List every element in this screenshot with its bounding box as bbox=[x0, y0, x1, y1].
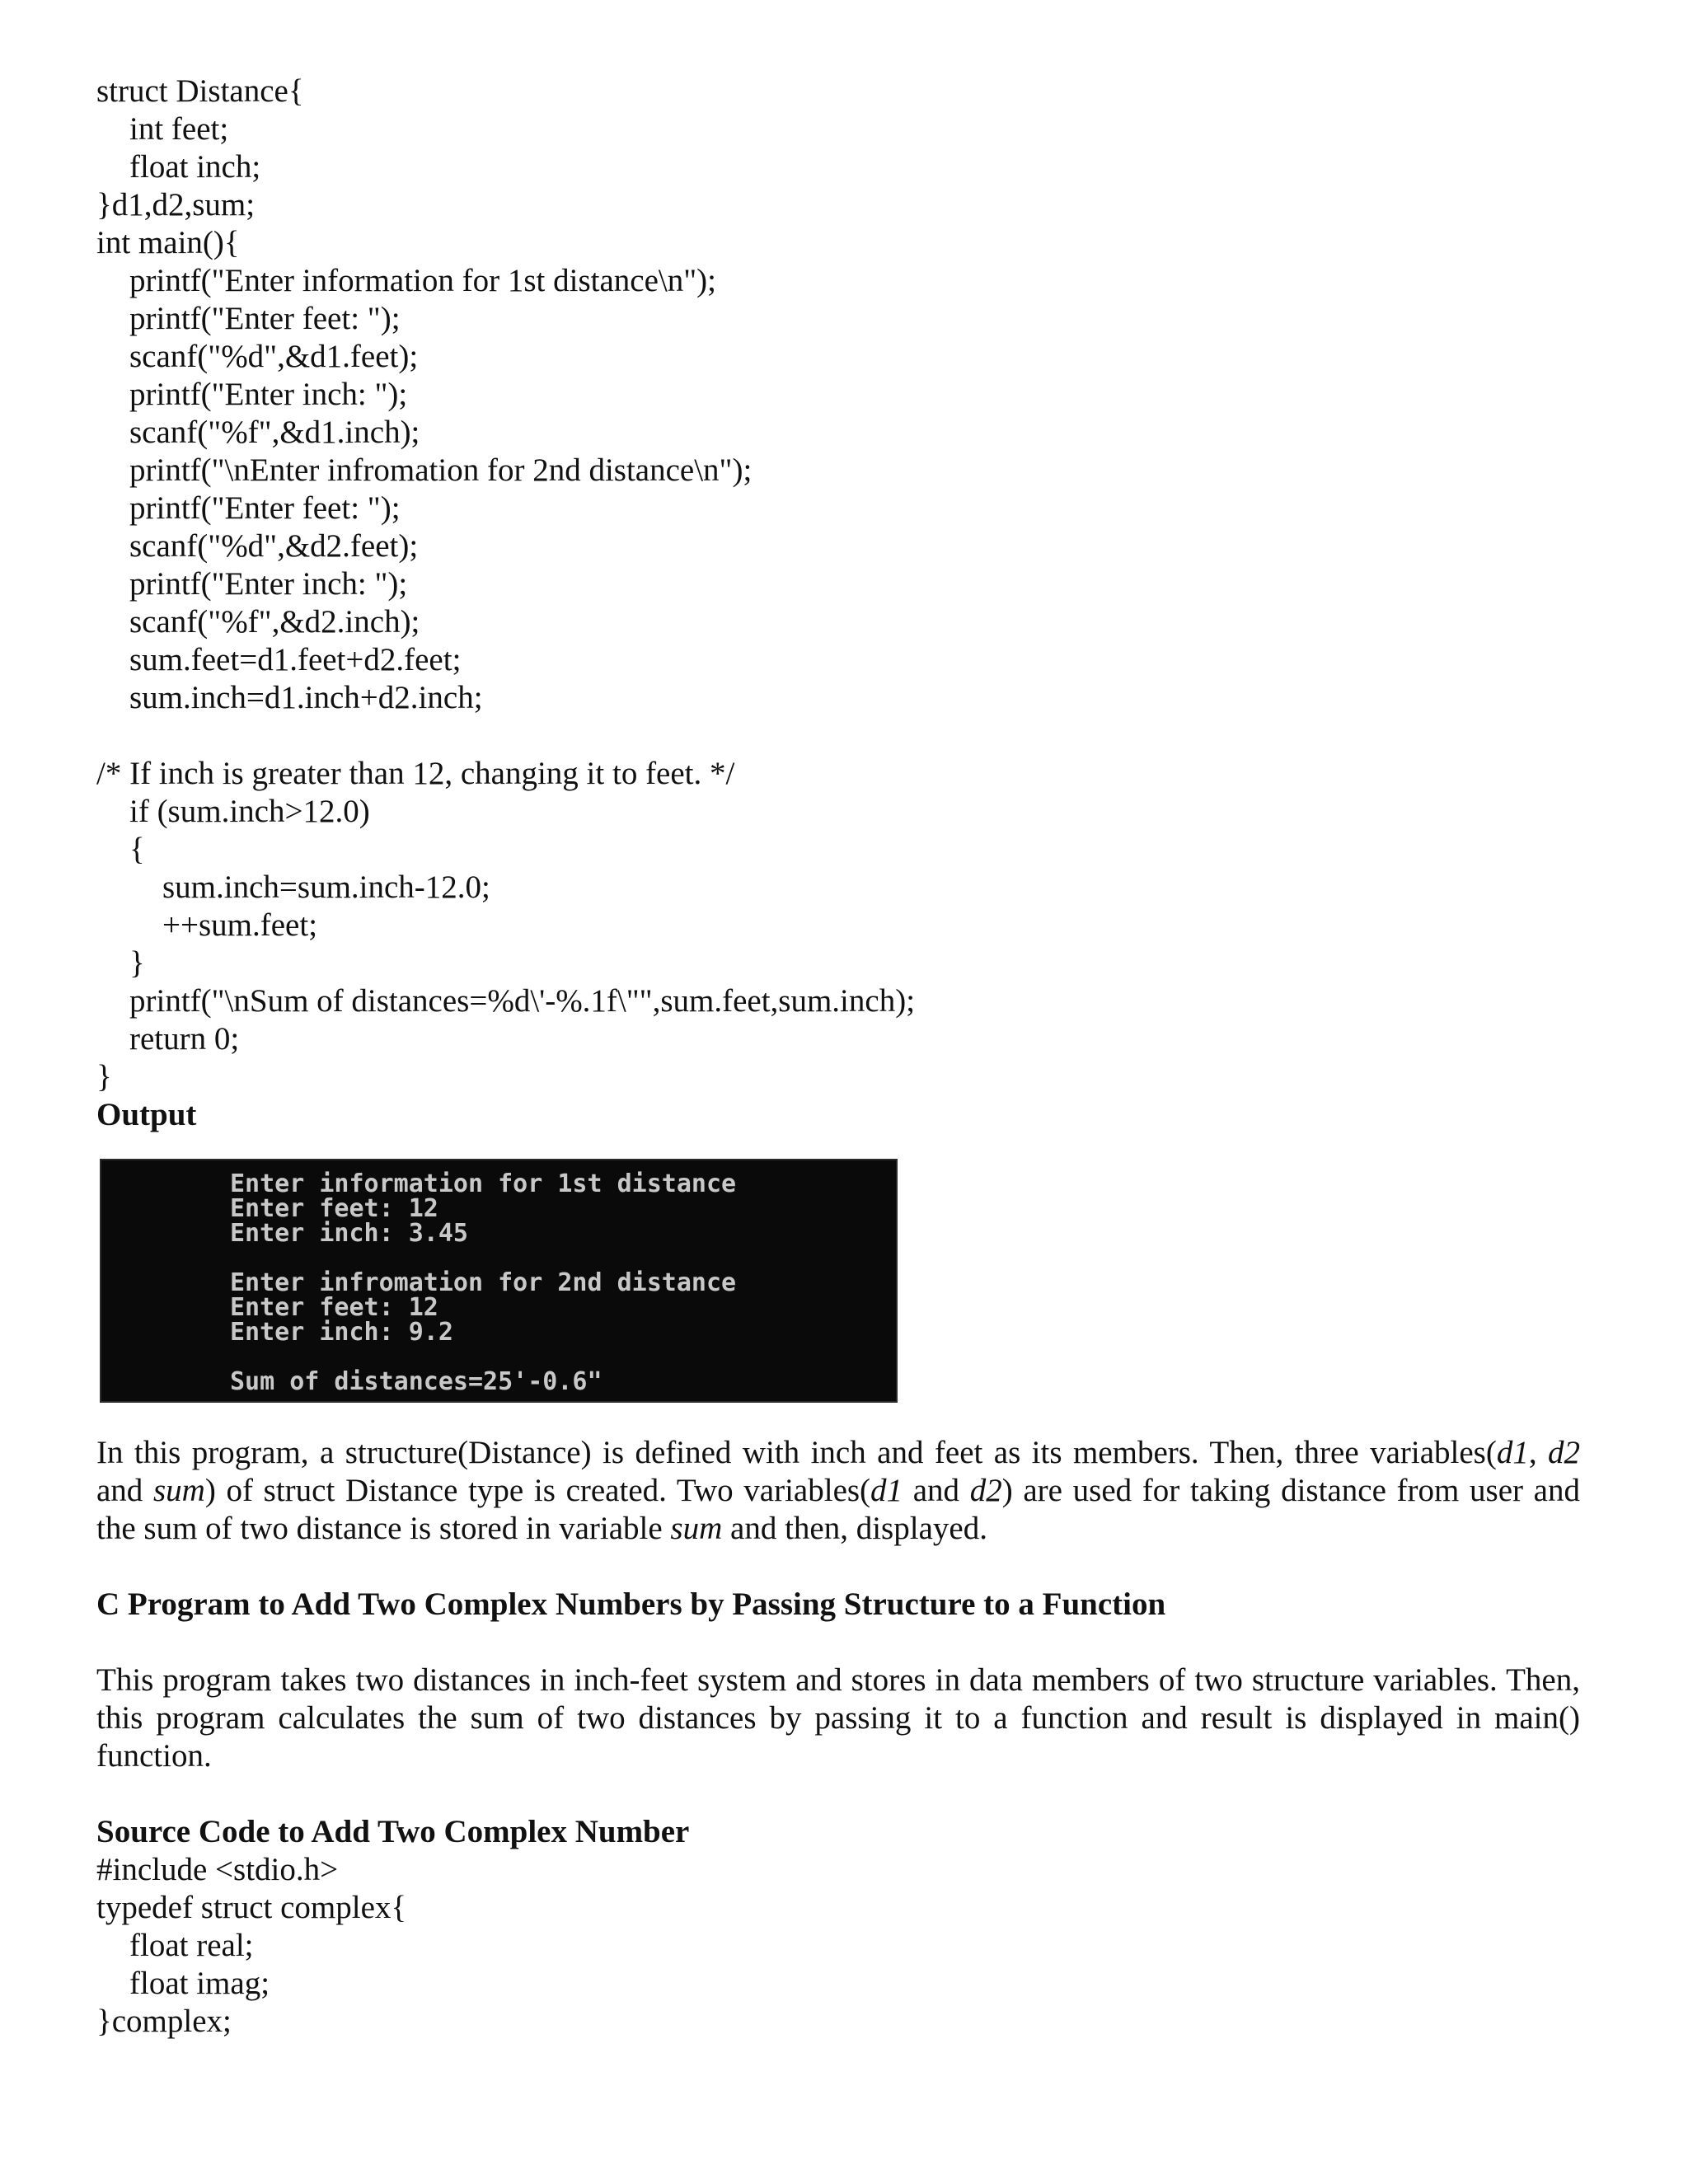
blank-line bbox=[96, 717, 1580, 755]
code-block-complex bbox=[96, 1851, 1580, 2041]
code-line: typedef struct complex{ bbox=[96, 1890, 407, 1925]
code-line: if (sum.inch>12.0) bbox=[129, 794, 370, 829]
explanation-paragraph: In this program, a structure(Distance) is defined with inch and feet as its members. Then, three variables(d1, d2 and sum) of struct Distance type is created. Two variables(d1 and d2) are used for taking distance from user and the sum of two distance is stored in variable sum and then, displayed. bbox=[96, 1435, 1581, 1546]
code-line: sum.feet=d1.feet+d2.feet; bbox=[129, 642, 462, 677]
code-line: #include <stdio.h> bbox=[96, 1852, 339, 1887]
code-block-distance bbox=[96, 73, 1580, 1096]
source-code-heading: Source Code to Add Two Complex Number bbox=[96, 1814, 690, 1849]
code-line: { bbox=[129, 832, 145, 867]
code-line: float imag; bbox=[129, 1966, 270, 2001]
code-line: }d1,d2,sum; bbox=[96, 187, 256, 223]
code-line: printf("Enter inch: "); bbox=[129, 566, 408, 602]
code-line: ++sum.feet; bbox=[162, 907, 318, 943]
terminal-blank-line bbox=[230, 1345, 896, 1370]
terminal-line: Enter inch: 9.2 bbox=[230, 1318, 453, 1347]
code-line: printf("Enter inch: "); bbox=[129, 377, 408, 412]
section-heading: C Program to Add Two Complex Numbers by Passing Structure to a Function bbox=[96, 1586, 1166, 1622]
code-line: scanf("%f",&d2.inch); bbox=[129, 604, 420, 640]
code-line: }complex; bbox=[96, 2004, 232, 2039]
code-line: printf("Enter feet: "); bbox=[129, 490, 401, 526]
code-line: int feet; bbox=[129, 111, 229, 147]
terminal-line: Enter feet: 12 bbox=[230, 1293, 438, 1322]
code-line: struct Distance{ bbox=[96, 73, 304, 109]
terminal-line: Sum of distances=25'-0.6" bbox=[230, 1367, 603, 1396]
code-line: return 0; bbox=[129, 1021, 240, 1057]
code-line: sum.inch=sum.inch-12.0; bbox=[162, 869, 490, 905]
code-line: int main(){ bbox=[96, 225, 240, 260]
code-line: printf("Enter information for 1st distance\n"); bbox=[129, 263, 716, 298]
terminal-line: Enter inch: 3.45 bbox=[230, 1219, 468, 1248]
terminal-line: Enter infromation for 2nd distance bbox=[230, 1268, 737, 1297]
code-line: scanf("%d",&d2.feet); bbox=[129, 528, 419, 564]
output-heading: Output bbox=[96, 1097, 197, 1132]
code-line: scanf("%f",&d1.inch); bbox=[129, 415, 420, 450]
terminal-blank-line bbox=[230, 1246, 896, 1271]
document-page bbox=[96, 73, 1580, 2041]
code-comment: /* If inch is greater than 12, changing it to feet. */ bbox=[96, 756, 735, 791]
code-line: } bbox=[129, 945, 145, 981]
terminal-line: Enter information for 1st distance bbox=[230, 1169, 737, 1198]
code-line: sum.inch=d1.inch+d2.inch; bbox=[129, 680, 483, 715]
terminal-output-screenshot bbox=[100, 1159, 898, 1403]
code-line: printf("Enter feet: "); bbox=[129, 301, 401, 336]
code-line: printf("\nSum of distances=%d\'-%.1f\"",sum.feet,sum.inch); bbox=[129, 983, 916, 1019]
terminal-line: Enter feet: 12 bbox=[230, 1194, 438, 1223]
code-line: float real; bbox=[129, 1928, 254, 1963]
code-line: } bbox=[96, 1059, 112, 1094]
code-line: printf("\nEnter infromation for 2nd distance\n"); bbox=[129, 452, 753, 488]
code-line: scanf("%d",&d1.feet); bbox=[129, 339, 419, 374]
code-line: float inch; bbox=[129, 149, 261, 185]
section-paragraph: This program takes two distances in inch-feet system and stores in data members of two structure variables. Then, this program calculates the sum of two distances by passing it to a function and result is displayed in main() function. bbox=[96, 1662, 1580, 1774]
